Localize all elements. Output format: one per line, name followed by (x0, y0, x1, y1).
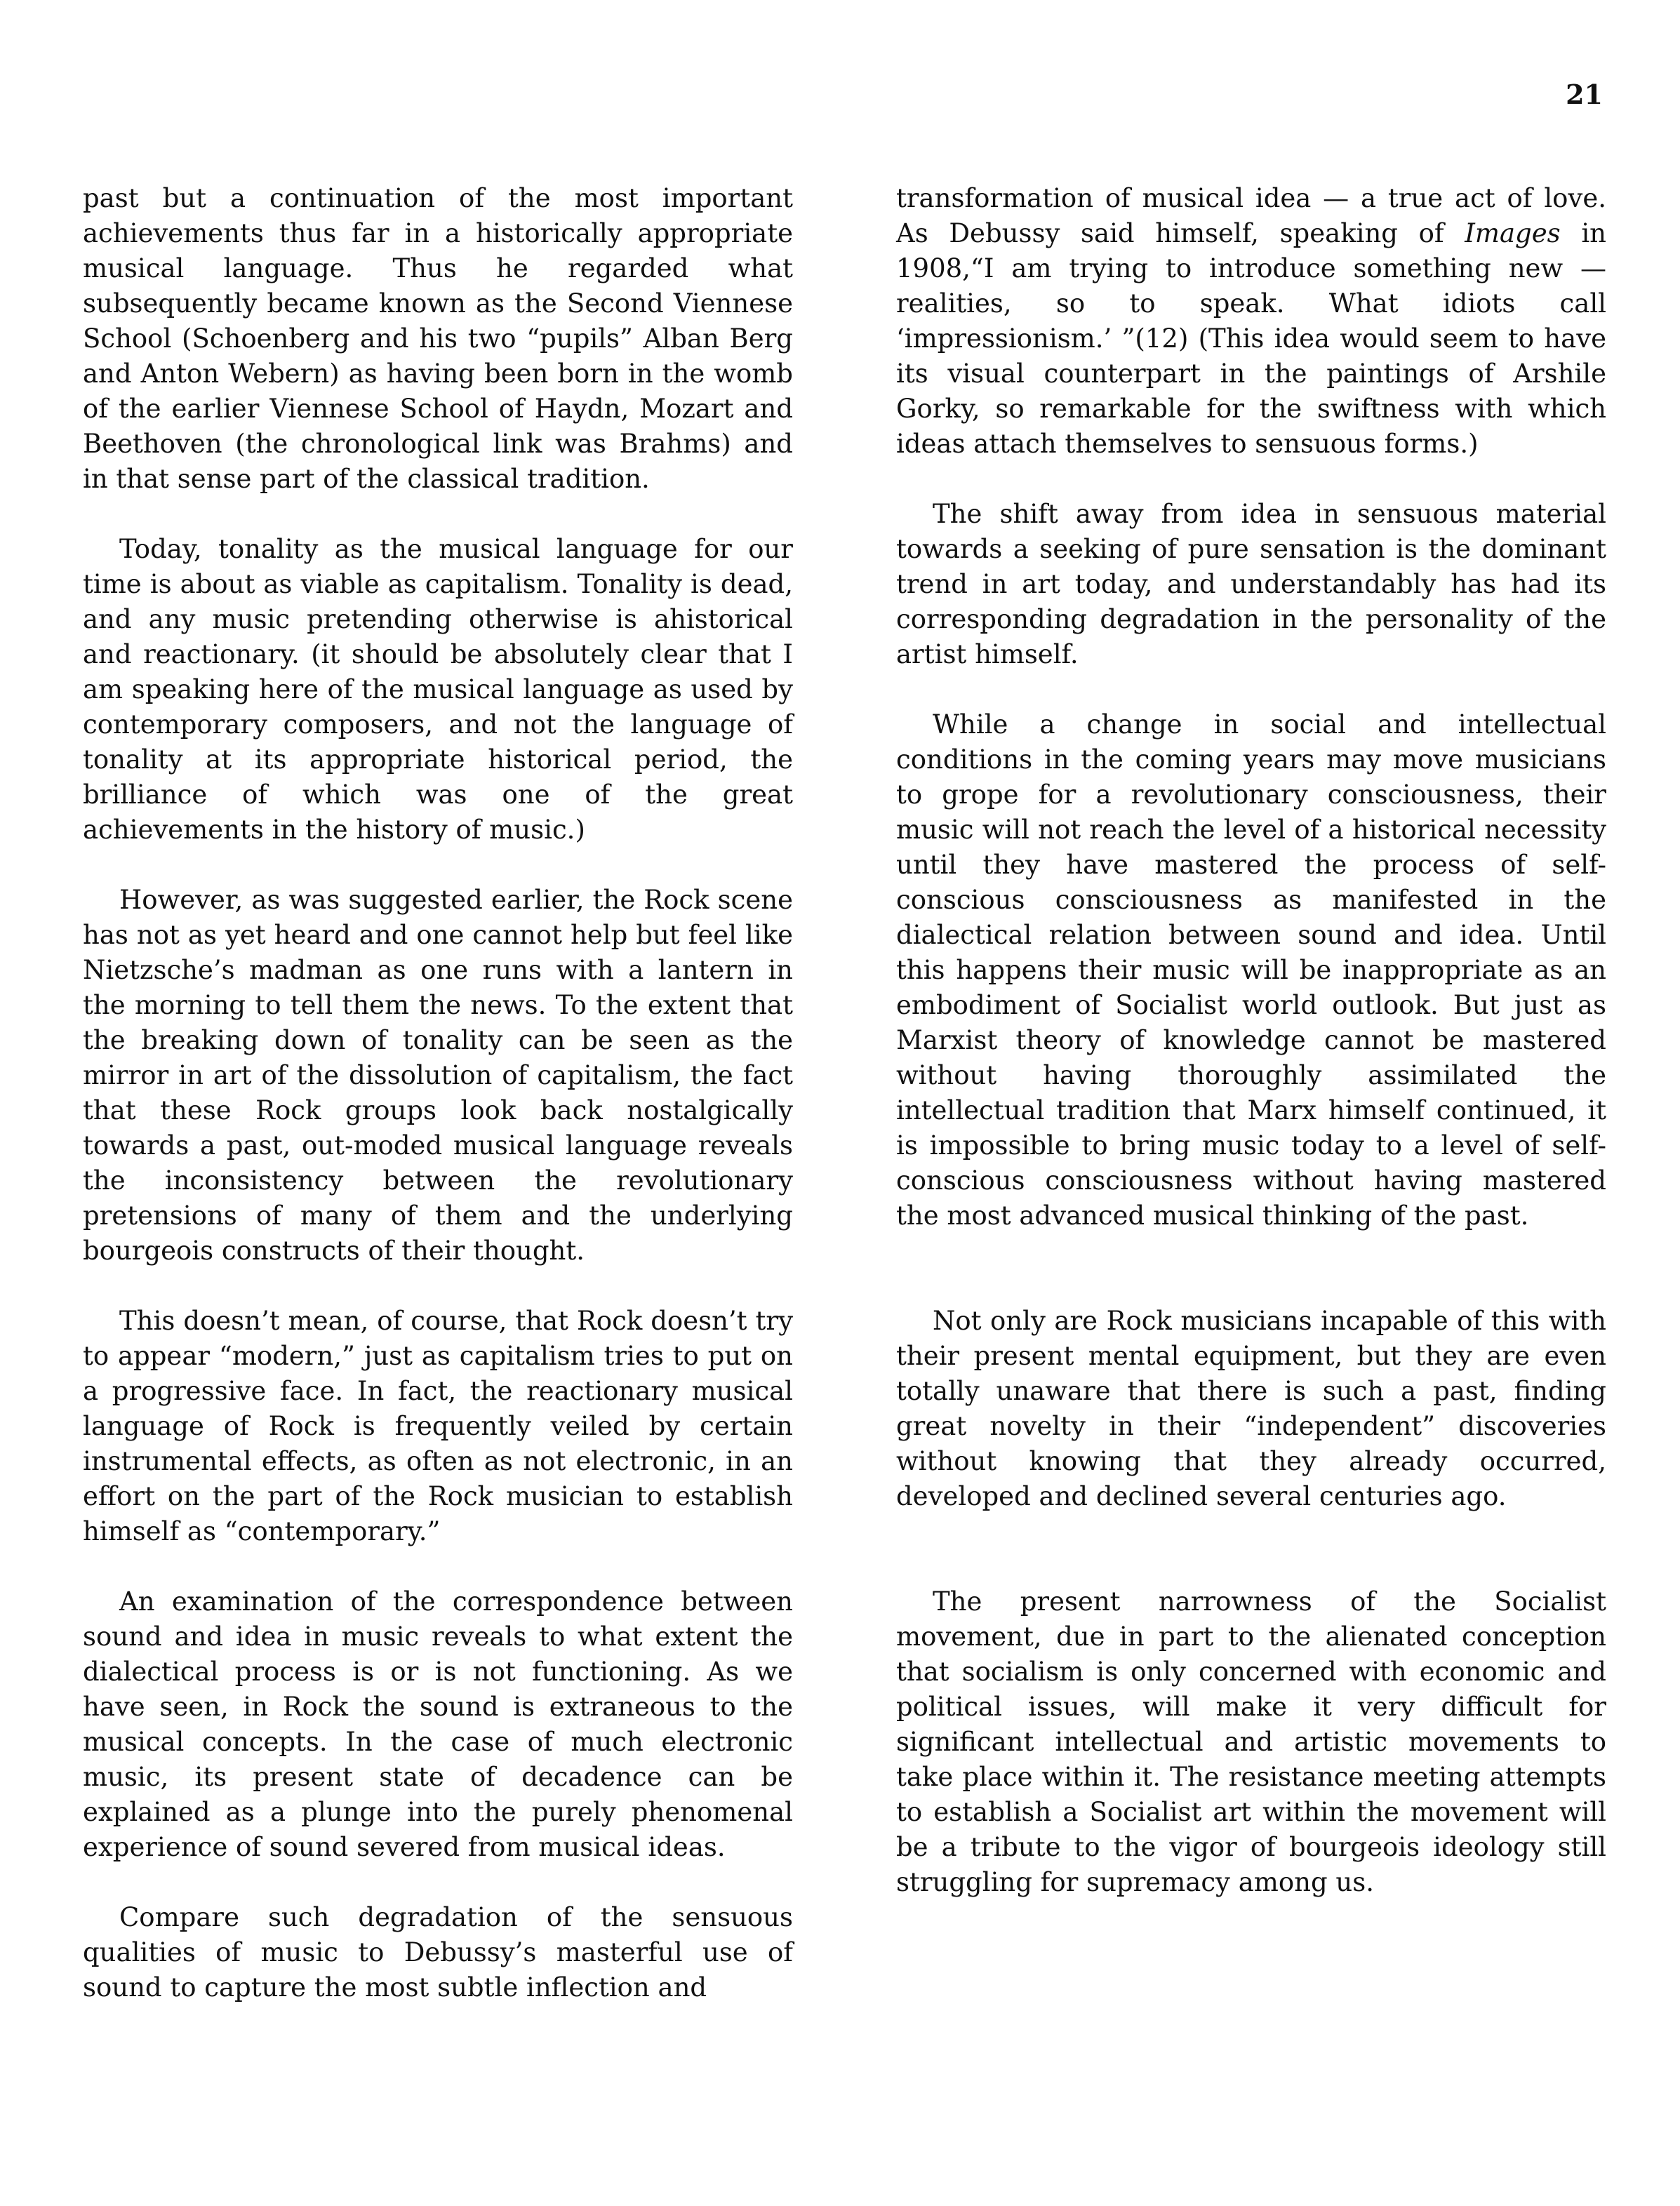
paragraph-continued: past but a continuation of the most important achievements thus far in a historically appropriate musical language. Thus he regarded what subsequently became known as the Second Viennese School (Schoenberg and his two “pupils” Alban Berg and Anton Webern) as having been born in the womb of the earlier Viennese School of Haydn, Mozart and Beethoven (the chronological link was Brahms) and in that sense part of the classical tradition. (83, 183, 793, 494)
paragraph-rock-musicians: Not only are Rock musicians incapable of this with their present mental equipment, but they are even totally unaware that there is such a past, finding great novelty in their “independent” discoveries without knowing that they already occurred, developed and declined several centuries ago. (896, 1306, 1606, 1511)
paragraph-socialist-movement: The present narrowness of the Socialist movement, due in part to the alienated conception that socialism is only concerned with economic and political issues, will make it very difficult for significant intellectual and artistic movements to take place within it. The resistance meeting attempts to establish a Socialist art within the movement will be a tribute to the vigor of bourgeois ideology still struggling for supremacy among us. (896, 1586, 1606, 1897)
paragraph-rock-scene: However, as was suggested earlier, the Rock scene has not as yet heard and one cannot help but feel like Nietzsche’s madman as one runs with a lantern in the morning to tell them the news. To the extent that the breaking down of tonality can be seen as the mirror in art of the dissolution of capitalism, the fact that these Rock groups look back nostalgically towards a past, out-moded musical language reveals the inconsistency between the revolutionary pretensions of many of them and the underlying bourgeois constructs of their thought. (83, 885, 793, 1266)
paragraph-revolutionary-consciousness: While a change in social and intellectual conditions in the coming years may move musicians to grope for a revolutionary consciousness, their music will not reach the level of a historical necessity until they have mastered the process of self-conscious consciousness as manifested in the dialectical relation between sound and idea. Until this happens their music will be inappropriate as an embodiment of Socialist world outlook. But just as Marxist theory of knowledge cannot be mastered without having thoroughly assimilated the intellectual tradition that Marx himself continued, it is impossible to bring music today to a level of self-conscious consciousness without having mastered the most advanced musical thinking of the past. (896, 709, 1606, 1231)
paragraph-modern-face: This doesn’t mean, of course, that Rock doesn’t try to appear “modern,” just as capitalism tries to put on a progressive face. In fact, the reactionary musical language of Rock is frequently veiled by certain instrumental effects, as often as not electronic, in an effort on the part of the Rock musician to establish himself as “contemporary.” (83, 1306, 793, 1546)
paragraph-shift-away: The shift away from idea in sensuous material towards a seeking of pure sensation is the dominant trend in art today, and understandably has had its corresponding degradation in the personality of the artist himself. (896, 499, 1606, 669)
paragraph-tonality: Today, tonality as the musical language for our time is about as viable as capitalism. Tonality is dead, and any music pretending otherwise is ahistorical and reactionary. (it should be absolutely clear that I am speaking here of the musical language as used by contemporary composers, and not the language of tonality at its appropriate historical period, the brilliance of which was one of the great achievements in the history of music.) (83, 534, 793, 845)
paragraph-debussy-quote (896, 181, 1606, 462)
page-number: 21 (1566, 79, 1603, 110)
paragraph-sound-idea: An examination of the correspondence between sound and idea in music reveals to what extent the dialectical process is or is not functioning. As we have seen, in Rock the sound is extraneous to the musical concepts. In the case of much electronic music, its present state of decadence can be explained as a plunge into the purely phenomenal experience of sound severed from musical ideas. (83, 1586, 793, 1862)
paragraph-debussy-compare: Compare such degradation of the sensuous qualities of music to Debussy’s masterful use of sound to capture the most subtle inflection and (83, 1902, 793, 2003)
italic-title-images: Images (1465, 218, 1561, 248)
left-column (83, 181, 793, 2005)
right-column (896, 181, 1606, 1900)
quote-text-end: in 1908,“I am trying to introduce something new — realities, so to speak. What idiots call ‘impressionism.’ ”(12) (This idea would seem to have its visual counterpart in the paintings of Arshile Gorky, so remarkable for the swiftness with which ideas attach themselves to sensuous forms.) (896, 218, 1606, 459)
quote-text-start: transformation of musical idea — a true act of love. As Debussy said himself, speaking of (896, 183, 1606, 248)
